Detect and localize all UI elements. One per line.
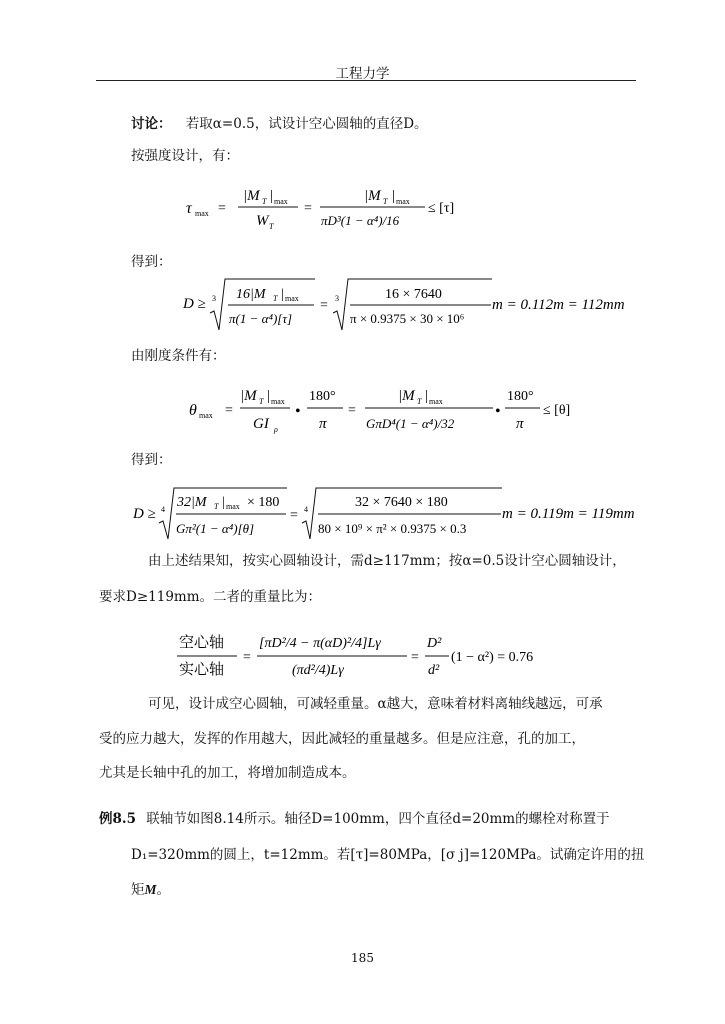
eq3-num1-sub: T [259,397,264,406]
eq2-num1-sub: T [273,294,278,303]
example-line-3 [131,882,170,898]
eq3-num2: |M [398,388,415,404]
header-rule [96,80,636,81]
equation-weight-ratio [175,626,575,682]
eq2-num1-max: max [285,294,299,303]
stiffness-intro: 由刚度条件有： [131,348,226,364]
svg-text:|: | [267,388,271,404]
strength-intro: 按强度设计，有： [131,148,239,164]
eq5-num-label: 空心轴 [179,635,225,651]
equation-theta-max [185,378,605,440]
eq1-num1-max: max [274,197,288,206]
eq5-num-frac: D² [427,636,442,651]
eq1-rhs: ≤ [τ] [428,201,455,216]
eq1-den1: W [256,213,269,229]
eq1-lhs-sub: max [195,209,209,218]
header-title: 工程力学 [335,66,390,82]
eq1-num2-sub: T [383,197,388,206]
eq3-den1: GI [253,416,269,432]
svg-text:|: | [281,287,284,302]
eq1-num2-max: max [396,197,410,206]
example-label: 例8.5 [99,811,136,827]
eq3-num1: |M [240,388,257,404]
result2-label: 得到： [131,452,172,468]
eq4-eq-sign: = [290,508,298,523]
eq3-deg-den-2: π [516,416,524,432]
eq4-lhs: D ≥ [133,506,156,522]
eq4-num1-max: max [226,502,240,511]
eq4-num1: 32|M [177,495,207,510]
eq5-den-frac: d² [428,663,440,678]
eq1-num1: |M [243,188,260,204]
result1-label: 得到： [131,254,172,270]
eq1-den2: πD³(1 − α⁴)/16 [321,213,400,228]
eq2-root-index-2: 3 [335,294,339,303]
eq1-lhs: τ [186,200,192,217]
eq5-den-label: 实心轴 [179,662,225,678]
eq4-num1-tail: × 180 [247,495,280,510]
svg-text:=: = [243,650,251,665]
eq3-num2-sub: T [417,397,422,406]
eq4-root-index-2: 4 [304,505,308,514]
eq2-den2: π × 0.9375 × 30 × 10⁶ [350,311,465,326]
eq3-deg-num-2: 180° [507,389,534,404]
eq3-dot-1: • [295,403,301,420]
eq2-eq-sign: = [320,298,328,313]
eq4-root-index-1: 4 [161,505,165,514]
eq2-result: m = 0.112m = 112mm [492,297,625,313]
svg-text:|: | [392,188,396,204]
eq3-deg-den-1: π [319,416,327,432]
example-moment-symbol: M [144,882,157,897]
eq3-deg-num-1: 180° [309,389,336,404]
equation-d-stiffness [130,482,660,542]
eq3-lhs: θ [189,402,197,419]
example-line-2: D₁=320mm的圆上，t=12mm。若[τ]=80MPa，[σ j]=120MPa。试确定许用的扭 [131,847,645,863]
equation-d-strength [180,273,660,335]
page-number: 185 [351,951,374,965]
eq2-num1: 16|M [236,287,266,302]
svg-text:|: | [425,388,429,404]
example-text-1: 联轴节如图8.14所示。轴径D=100mm，四个直径d=20mm的螺栓对称置于 [146,811,610,827]
eq3-den2: GπD⁴(1 − α⁴)/32 [366,416,455,431]
svg-text:=: = [348,403,356,418]
conclusion-line-3: 尤其是长轴中孔的加工，将增加制造成本。 [99,765,356,781]
eq2-num2: 16 × 7640 [385,287,442,302]
example-line-3-suffix: 。 [156,882,171,898]
eq1-den1-sub: T [269,222,274,231]
eq4-num2: 32 × 7640 × 180 [355,495,448,510]
eq3-dot-2: • [495,403,501,420]
summary-line-2: 要求D≥119mm。二者的重量比为： [99,589,322,605]
eq4-num1-sub: T [214,502,219,511]
conclusion-line-2: 受的应力越大，发挥的作用越大，因此减轻的重量越多。但是应注意，孔的加工， [99,731,585,747]
eq4-den1: Gπ²(1 − α⁴)[θ] [176,521,255,536]
eq5-result: (1 − α²) = 0.76 [451,650,534,665]
equation-tau-max [180,182,480,232]
example-line-1 [99,811,610,827]
svg-text:=: = [225,403,233,418]
discussion-label: 讨论： [131,116,172,132]
eq3-den1-sub: ρ [274,425,278,434]
discussion-text: 若取α=0.5，试设计空心圆轴的直径D。 [185,116,428,132]
svg-text:=: = [411,650,419,665]
discussion-line [131,116,428,132]
eq3-num1-max: max [271,397,285,406]
conclusion-line-1: 可见，设计成空心圆轴，可减轻重量。α越大，意味着材料离轴线越远，可承 [148,696,603,712]
eq1-num1-sub: T [262,197,267,206]
eq4-den2: 80 × 10⁹ × π² × 0.9375 × 0.3 [318,521,467,536]
eq2-lhs: D ≥ [183,296,206,312]
eq3-rhs: ≤ [θ] [543,403,571,418]
eq1-num1-tail: | [270,188,274,204]
summary-line-1: 由上述结果知，按实心圆轴设计，需d≥117mm；按α=0.5设计空心圆轴设计， [148,553,626,569]
svg-text:=: = [218,201,226,216]
svg-text:|: | [222,495,225,510]
eq4-result: m = 0.119m = 119mm [502,506,635,522]
eq3-num2-max: max [429,397,443,406]
eq5-num-expr: [πD²/4 − π(αD)²/4]Lγ [259,636,381,651]
eq1-num2: |M [364,188,381,204]
eq2-root-index-1: 3 [212,294,216,303]
eq3-lhs-sub: max [199,411,213,420]
eq5-den-expr: (πd²/4)Lγ [292,663,344,678]
example-line-3-prefix: 矩 [131,882,145,898]
svg-text:=: = [304,201,312,216]
eq2-den1: π(1 − α⁴)[τ] [229,311,293,326]
